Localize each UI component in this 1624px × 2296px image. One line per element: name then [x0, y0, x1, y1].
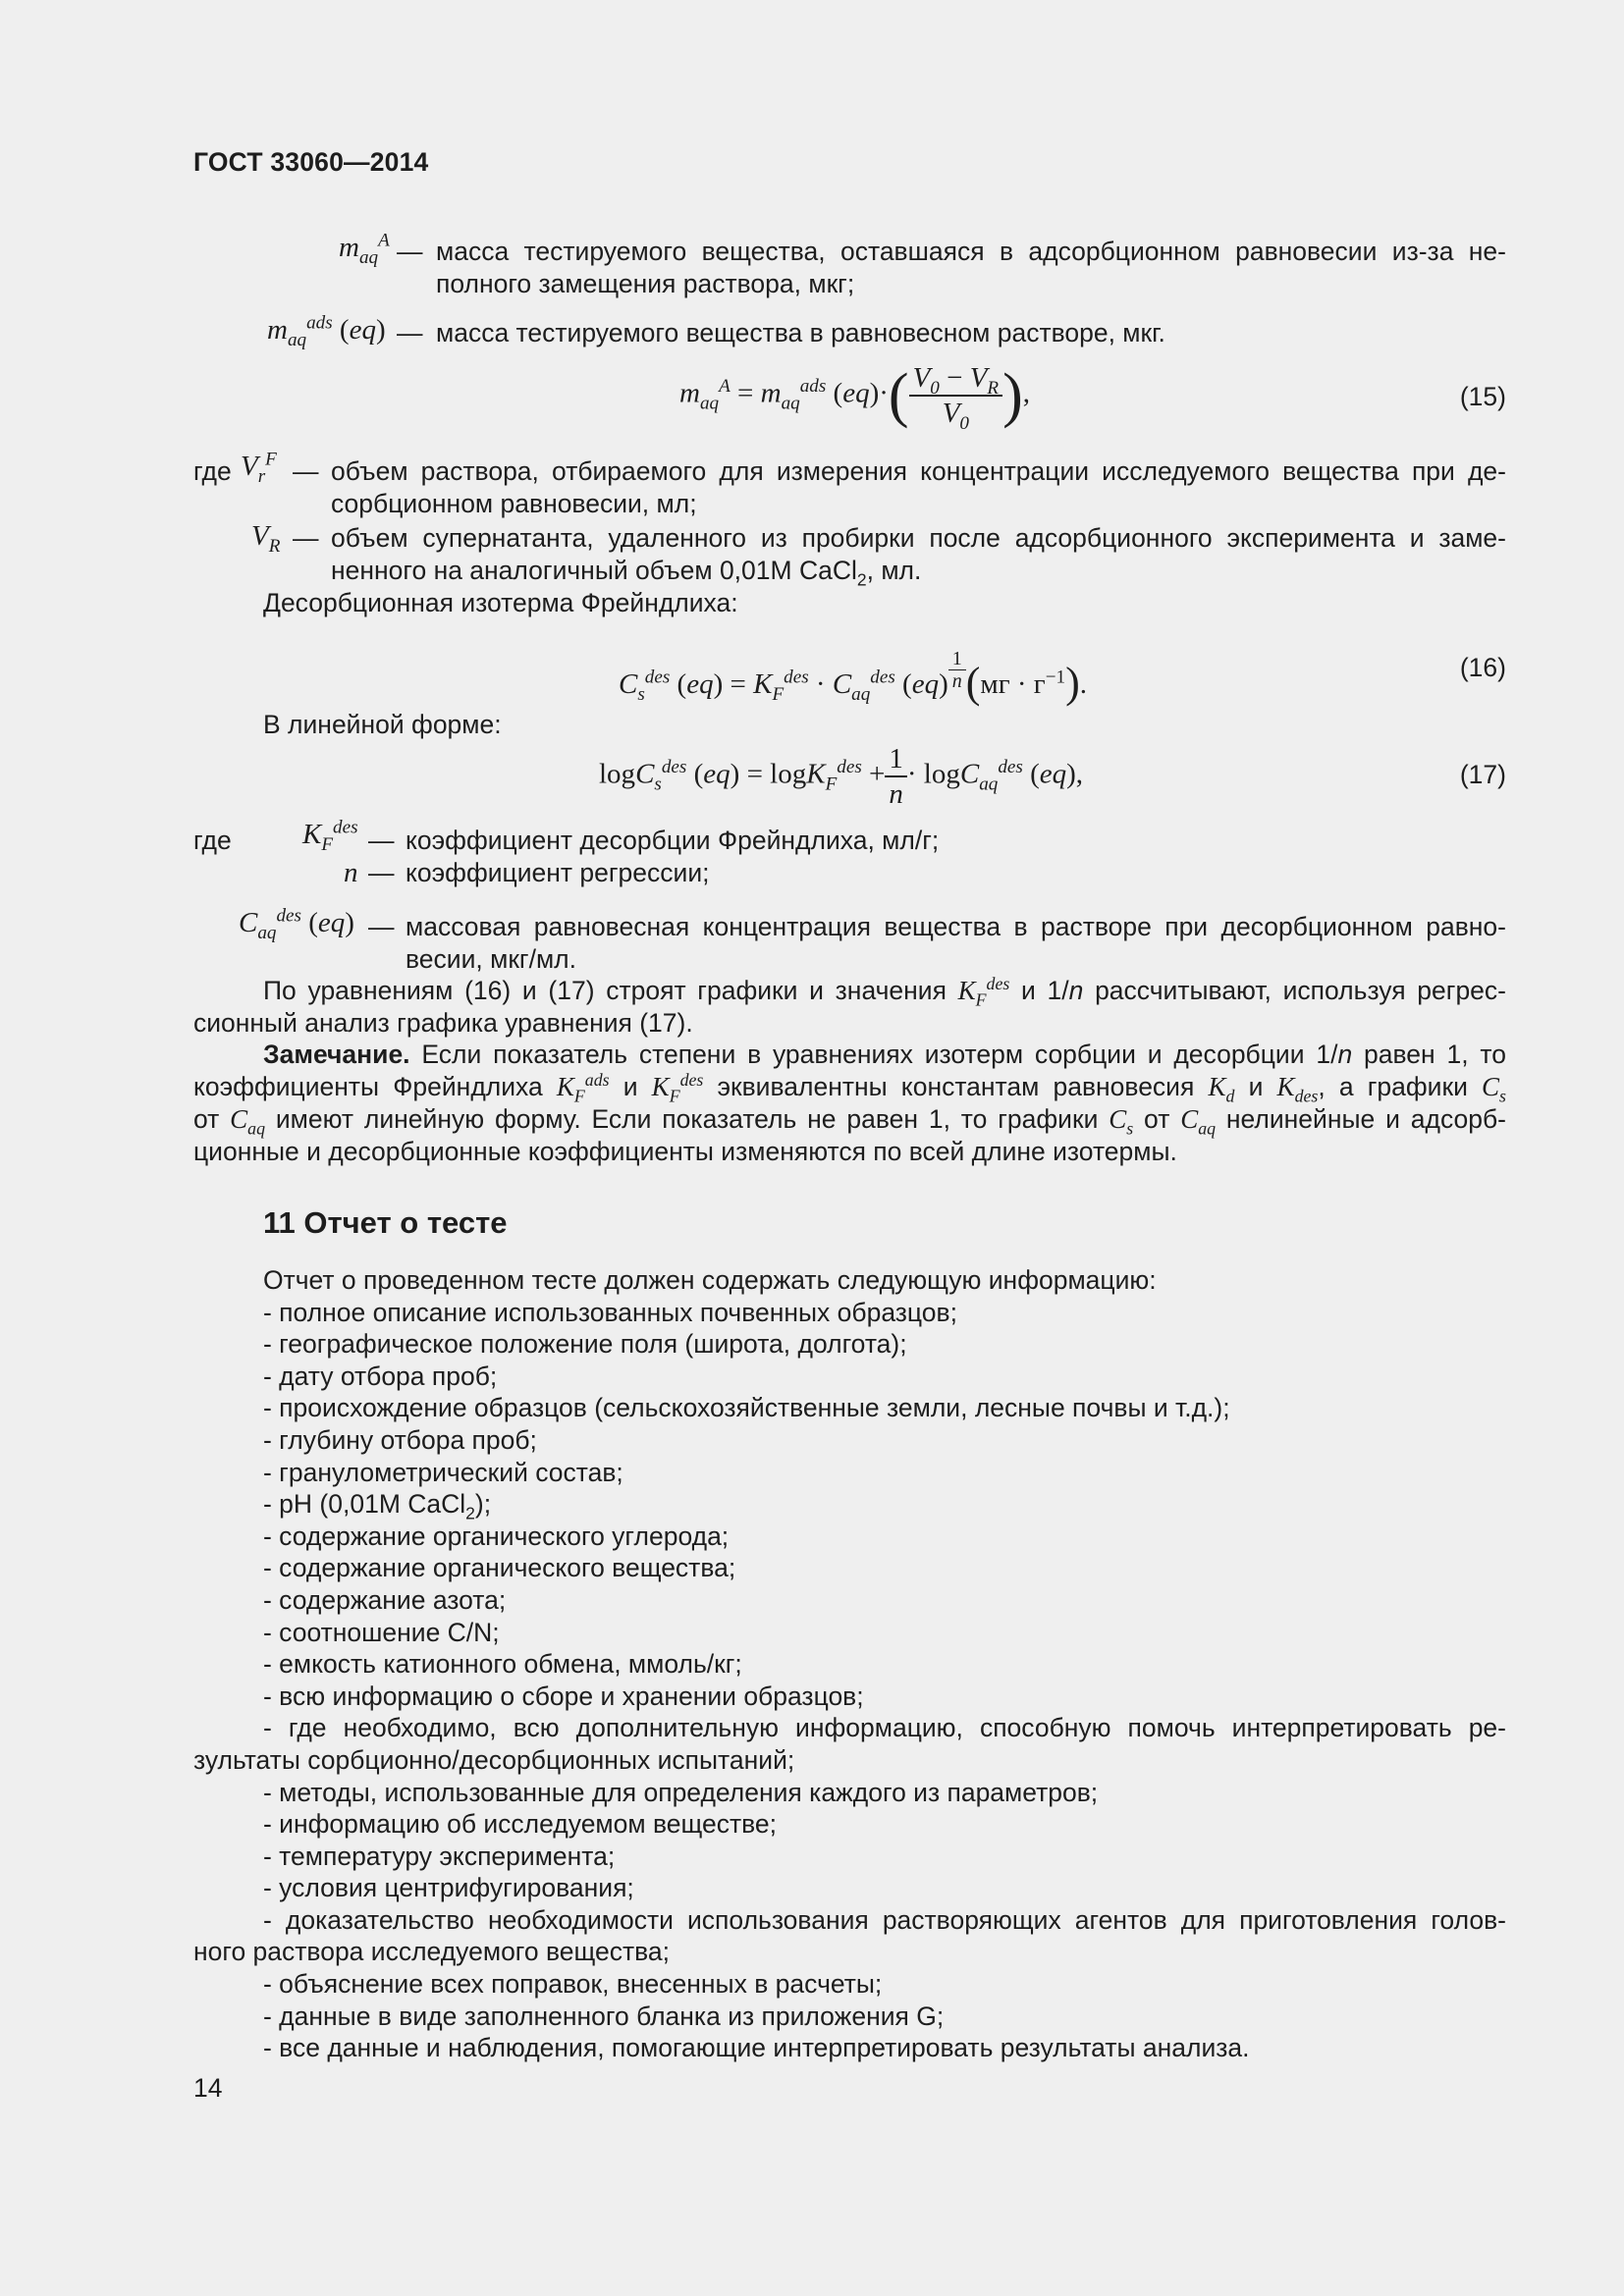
symbol-K-F-des: $K_F^{des}$ [302, 817, 358, 855]
note-label: Замечание. [263, 1040, 410, 1069]
list-item: - все данные и наблюдения, помогающие интерпретировать результаты анализа. [263, 2033, 1250, 2063]
list-item: - дату отбора проб; [263, 1361, 498, 1391]
list-item: - доказательство необходимости использования растворяющих агентов для приготовления голов- [263, 1904, 1506, 1935]
equation-number-17: (17) [1459, 760, 1506, 789]
equation-number-16: (16) [1459, 653, 1506, 682]
list-item: - температуру эксперимента; [263, 1841, 616, 1871]
list-item: - объяснение всех поправок, внесенных в расчеты; [263, 1969, 883, 2000]
def-C-aq-des-line1: массовая равновесная концентрация вещества в растворе при десорбционном равно- [406, 912, 1506, 941]
def-K-F-des: коэффициент десорбции Фрейндлиха, мл/г; [406, 826, 940, 855]
report-list [193, 1264, 1506, 2064]
paragraph-note: Замечание. Если показатель степени в уравнениях изотерм сорбции и десорбции 1/n равен 1, то коэффициенты Фрейндлиха $K_F^{ads}$ и $K_F^{des}$ эквивалентны константам равновесия $K_d$ и $K_{des}$, а графики $C_s$ от $C_{aq}$ имеют линейную форму. Если показатель не равен 1, то графики $C_s$ от $C_{aq}$ нелинейные и адсорб- ционные и десорбционные коэффициенты изменяются по всей длине изотермы. [193, 1040, 1506, 1166]
list-item: - методы, использованные для определения каждого из параметров; [263, 1777, 1099, 1807]
def-C-aq-des-line2: весии, мкг/мл. [406, 944, 576, 974]
list-item: - емкость катионного обмена, ммоль/кг; [263, 1649, 742, 1680]
list-item: - глубину отбора проб; [263, 1424, 537, 1455]
list-item: - полное описание использованных почвенных образцов; [263, 1297, 957, 1327]
equation-16: $C_s^{des}$ $(eq) = K_F^{des} \cdot C_{aq}^{des}$ (eq) $\frac{1}{n}$ $(мг \cdot г^{-1})$. [619, 648, 1087, 707]
list-item: - содержание органического вещества; [263, 1553, 736, 1583]
symbol-V-r-F: $V_r^F$ [241, 449, 277, 487]
document-header: ГОСТ 33060—2014 [193, 147, 429, 177]
symbol-m-aq-ads-eq: $m_{aq}^{ads}$ (eq) [267, 312, 386, 350]
def-m-aq-ads: масса тестируемого вещества в равновесном растворе, мкг. [436, 318, 1165, 347]
symbol-n: n [344, 857, 358, 888]
list-item: - географическое положение поля (широта, долгота); [263, 1329, 907, 1360]
list-item: - условия центрифугирования; [263, 1873, 634, 1903]
equation-number-15: (15) [1459, 382, 1506, 411]
dash: — [397, 318, 423, 347]
equation-15: $m_{aq}^A = m_{aq}^{ads}$ (eq)·( $\frac{V_0 - V_R}{V_0}$ ), [679, 362, 1031, 434]
dash: — [368, 912, 395, 941]
def-m-aq-A-line1: масса тестируемого вещества, оставшаяся в адсорбционном равновесии из-за не- [436, 237, 1506, 266]
list-item-continuation: зультаты сорбционно/десорбционных испытаний; [193, 1744, 795, 1775]
report-intro: Отчет о проведенном тесте должен содержать следующую информацию: [263, 1265, 1157, 1295]
list-item-continuation: ного раствора исследуемого вещества; [193, 1937, 671, 1967]
def-V-R-line2: ненного на аналогичный объем 0,01М CaCl$_2$, мл. [331, 556, 922, 590]
list-item: - гранулометрический состав; [263, 1457, 623, 1487]
list-item: - где необходимо, всю дополнительную информацию, способную помочь интерпретировать ре- [263, 1713, 1506, 1743]
list-item: - всю информацию о сборе и хранении образцов; [263, 1681, 864, 1711]
dash: — [293, 523, 319, 553]
dash: — [293, 456, 319, 486]
symbol-C-aq-des-eq: $C_{aq}^{des}$ (eq) [239, 905, 354, 943]
where-label: где [193, 456, 232, 486]
dash: — [397, 237, 423, 266]
where-label: где [193, 826, 232, 855]
list-item: - происхождение образцов (сельскохозяйственные земли, лесные почвы и т.д.); [263, 1393, 1230, 1423]
linear-form-title: В линейной форме: [263, 710, 502, 739]
def-m-aq-A-line2: полного замещения раствора, мкг; [436, 269, 855, 298]
def-V-R-line1: объем супернатанта, удаленного из пробирки после адсорбционного эксперимента и заме- [331, 523, 1506, 553]
dash: — [368, 858, 395, 887]
list-item: - содержание азота; [263, 1584, 507, 1615]
symbol-m-aq-A: $m_{aq}^A$ [339, 230, 390, 268]
list-item: - pH (0,01М CaCl$_2$); [263, 1489, 492, 1523]
def-n: коэффициент регрессии; [406, 858, 710, 887]
list-item: - данные в виде заполненного бланка из приложения G; [263, 2001, 945, 2031]
list-item: - содержание органического углерода; [263, 1521, 730, 1551]
equation-17: logC$_s^{des}$ (eq) = logK$_F^{des}$ + $\frac{1}{n}$ · logC$_{aq}^{des}$ (eq), [599, 743, 1084, 810]
dash: — [368, 826, 395, 855]
list-item: - соотношение С/N; [263, 1617, 500, 1647]
section-title: 11 Отчет о тесте [263, 1205, 508, 1240]
paragraph-regression: По уравнениям (16) и (17) строят графики и значения $K_F^{des}$ и 1/n рассчитывают, используя регрес- сионный анализ графика уравнения (17). [193, 974, 1506, 1038]
list-item: - информацию об исследуемом веществе; [263, 1809, 777, 1840]
page-number: 14 [193, 2073, 223, 2103]
def-V-r-F-line1: объем раствора, отбираемого для измерения концентрации исследуемого вещества при де- [331, 456, 1506, 486]
desorption-isotherm-title: Десорбционная изотерма Фрейндлиха: [263, 588, 738, 617]
symbol-V-R: $V_R$ [251, 520, 281, 557]
def-V-r-F-line2: сорбционном равновесии, мл; [331, 489, 697, 518]
